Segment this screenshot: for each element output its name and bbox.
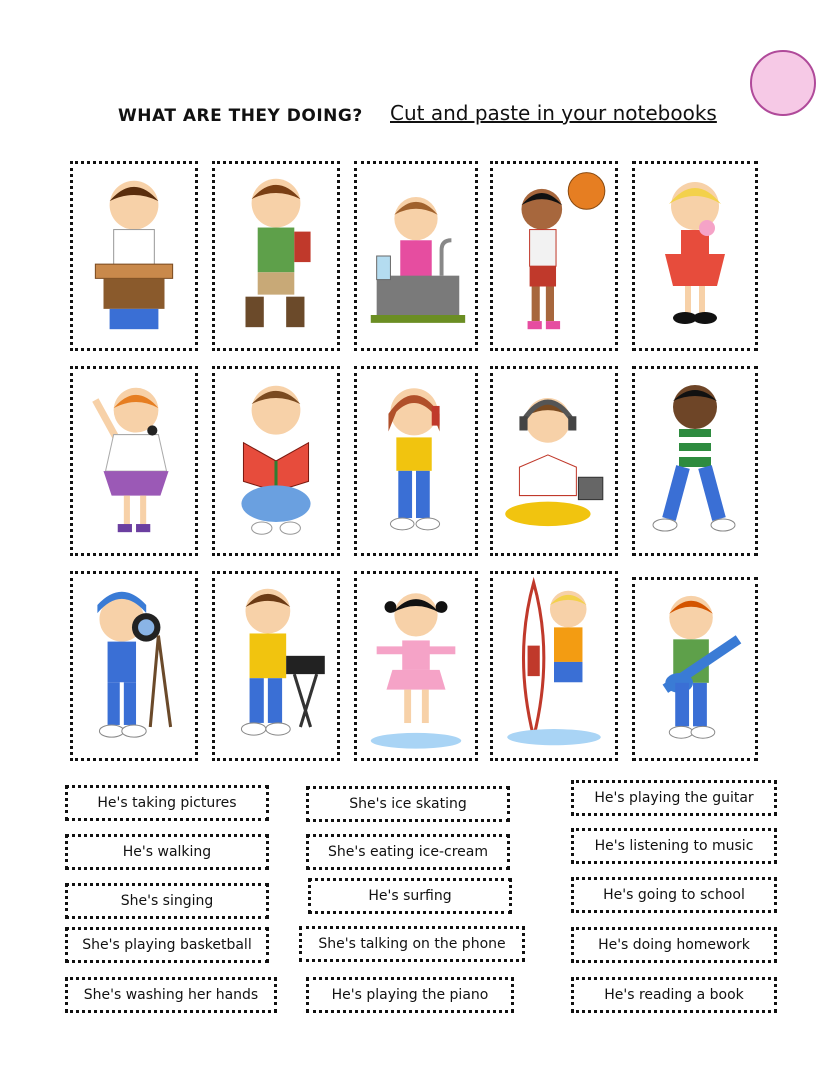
boy-with-headphones-icon [493,369,615,553]
title-question: WHAT ARE THEY DOING? [118,106,363,126]
title-instruction: Cut and paste in your notebooks [390,101,717,125]
girl-singing-microphone-icon [73,369,195,553]
picture-card[interactable] [212,161,340,351]
phrase-strip[interactable]: She's washing her hands [65,977,277,1013]
picture-card[interactable] [212,571,340,761]
picture-card[interactable] [490,161,618,351]
picture-card[interactable] [490,571,618,761]
phrase-strip[interactable]: She's eating ice-cream [306,834,510,870]
boy-with-camera-icon [73,574,195,758]
boy-with-surfboard-icon [493,574,615,758]
phrase-strip[interactable]: She's singing [65,883,269,919]
girl-ice-skating-icon [357,574,475,758]
phrase-strip[interactable]: He's surfing [308,878,512,914]
phrase-strip[interactable]: He's doing homework [571,927,777,963]
picture-card[interactable] [212,366,340,556]
boy-with-guitar-icon [635,580,755,758]
girl-on-phone-icon [357,369,475,553]
boy-walking-icon [635,369,755,553]
phrase-strip[interactable]: She's ice skating [306,786,510,822]
phrase-strip[interactable]: She's playing basketball [65,927,269,963]
phrase-strip[interactable]: He's reading a book [571,977,777,1013]
phrase-strip[interactable]: He's taking pictures [65,785,269,821]
girl-eating-ice-cream-icon [635,164,755,348]
phrase-strip[interactable]: She's talking on the phone [299,926,525,962]
boy-writing-at-desk-icon [73,164,195,348]
picture-card[interactable] [70,366,198,556]
picture-card[interactable] [632,577,758,761]
phrase-strip[interactable]: He's listening to music [571,828,777,864]
picture-card[interactable] [354,571,478,761]
boy-playing-keyboard-icon [215,574,337,758]
picture-card[interactable] [354,161,478,351]
picture-card[interactable] [632,366,758,556]
picture-card[interactable] [354,366,478,556]
picture-card[interactable] [632,161,758,351]
phrase-strip[interactable]: He's going to school [571,877,777,913]
picture-card[interactable] [70,571,198,761]
worksheet-title [118,100,758,134]
phrase-strip[interactable]: He's playing the guitar [571,780,777,816]
girl-washing-hands-icon [357,164,475,348]
boy-with-book-icon [215,369,337,553]
picture-card[interactable] [70,161,198,351]
girl-with-basketball-icon [493,164,615,348]
phrase-strip[interactable]: He's playing the piano [306,977,514,1013]
picture-card[interactable] [490,366,618,556]
phrase-strip[interactable]: He's walking [65,834,269,870]
logo-badge [750,50,816,116]
boy-with-backpack-icon [215,164,337,348]
